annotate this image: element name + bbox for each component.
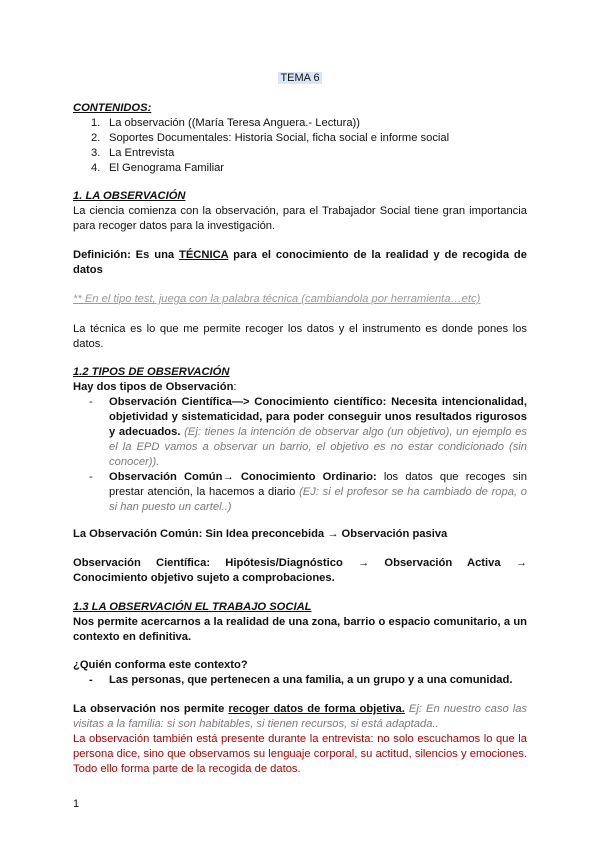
list-item [73,395,527,470]
dash-bullet: - [89,471,93,483]
objective-note: Ej: En nuestro caso las visitas a la familia: si son habitables, si tienen recursos, si está adaptada.. [73,703,528,730]
contents-item-text: La Entrevista [109,147,175,159]
contents-item-number: 1. [91,117,101,129]
definition-text-c: para el conocimiento de la realidad y de recogida de datos [73,249,527,276]
list-item [73,470,527,515]
dash-bullet: - [89,674,93,686]
objective-text-b: recoger datos de forma objetiva. [228,703,405,715]
title-wrap [0,71,600,86]
contents-section [73,101,527,176]
page-title: TEMA 6 [280,72,320,84]
lead-text: Hay dos tipos de Observación [73,381,234,393]
section-trabajo-social [73,600,527,645]
item-text: los datos que recoges sin prestar atención, la hacemos a diario [109,471,527,498]
item-note: (Ej: tienes la intención de observar algo (un objetivo), un ejemplo es el la EPD vamos a observar un barrio, el objetivo es no estar condicionado (sin conocer)). [109,426,527,468]
dash-bullet: - [89,396,93,408]
comun-line: La Observación Común: Sin Idea preconcebida → Observación pasiva [73,528,448,540]
paragraph: La ciencia comienza con la observación, para el Trabajador Social tiene gran importancia para recoger datos para la investigación. [73,205,527,232]
technique-paragraph: La técnica es lo que me permite recoger los datos y el instrumento es donde pones los datos. [73,323,527,350]
context-block [73,658,527,688]
contents-item-number: 2. [91,132,101,144]
contents-item [73,161,527,176]
section-observacion [73,189,527,234]
item-text: Las personas, que pertenecen a una familia, a un grupo y a una comunidad. [109,674,513,686]
item-bold-text: Observación Común→ Conocimiento Ordinario: [109,471,377,483]
list-item [73,673,527,688]
lead-colon: : [233,381,237,393]
lead-line [73,380,527,395]
contents-item-text: La observación ((María Teresa Anguera.- Lectura)) [109,117,361,129]
contents-item-text: Soportes Documentales: Historia Social, ficha social e informe social [109,132,450,144]
definition-paragraph [73,248,527,278]
objective-text-a: La observación nos permite [73,703,229,715]
definition-keyword: TÉCNICA [179,249,229,261]
page-number: 1 [73,798,80,810]
item-note: (EJ: si el profesor se ha cambiado de ropa, o si han puesto un cartel..) [109,486,527,513]
contents-item-text: El Genograma Familiar [109,162,225,174]
paragraph: Nos permite acercarnos a la realidad de una zona, barrio o espacio comunitario, a un contexto en definitiva. [73,616,527,643]
section-heading: 1.3 LA OBSERVACIÓN EL TRABAJO SOCIAL [73,601,312,613]
section-heading: 1.2 TIPOS DE OBSERVACIÓN [73,366,230,378]
item-bold-text: Observación Científica—> Conocimiento científico: Necesita intencionalidad, objetividad y sistematicidad, para poder conseguir unos resultados rigurosos y adecuados. [109,396,527,438]
contents-item [73,146,527,161]
exam-note: ** En el tipo test, juega con la palabra técnica (cambiandola por herramienta…etc) [73,293,481,305]
red-paragraph: La observación también está presente durante la entrevista: no solo escuchamos lo que la persona dice, sino que observamos su lenguaje corporal, su actitud, silencios y emociones. Todo ello forma parte de la recogida de datos. [73,733,527,775]
question-line: ¿Quién conforma este contexto? [73,659,248,671]
contents-item-number: 4. [91,162,101,174]
contents-item [73,131,527,146]
contents-list [73,116,527,176]
definition-text-a: Definición: Es una [73,249,179,261]
section-tipos [73,365,527,515]
objective-block [73,702,527,732]
contents-item-number: 3. [91,147,101,159]
contents-heading: CONTENIDOS: [73,102,152,114]
cientifica-line: Observación Científica: Hipótesis/Diagnóstico → Observación Activa → Conocimiento objetivo sujeto a comprobaciones. [73,557,527,584]
section-heading: 1. LA OBSERVACIÓN [73,190,186,202]
contents-item [73,116,527,131]
